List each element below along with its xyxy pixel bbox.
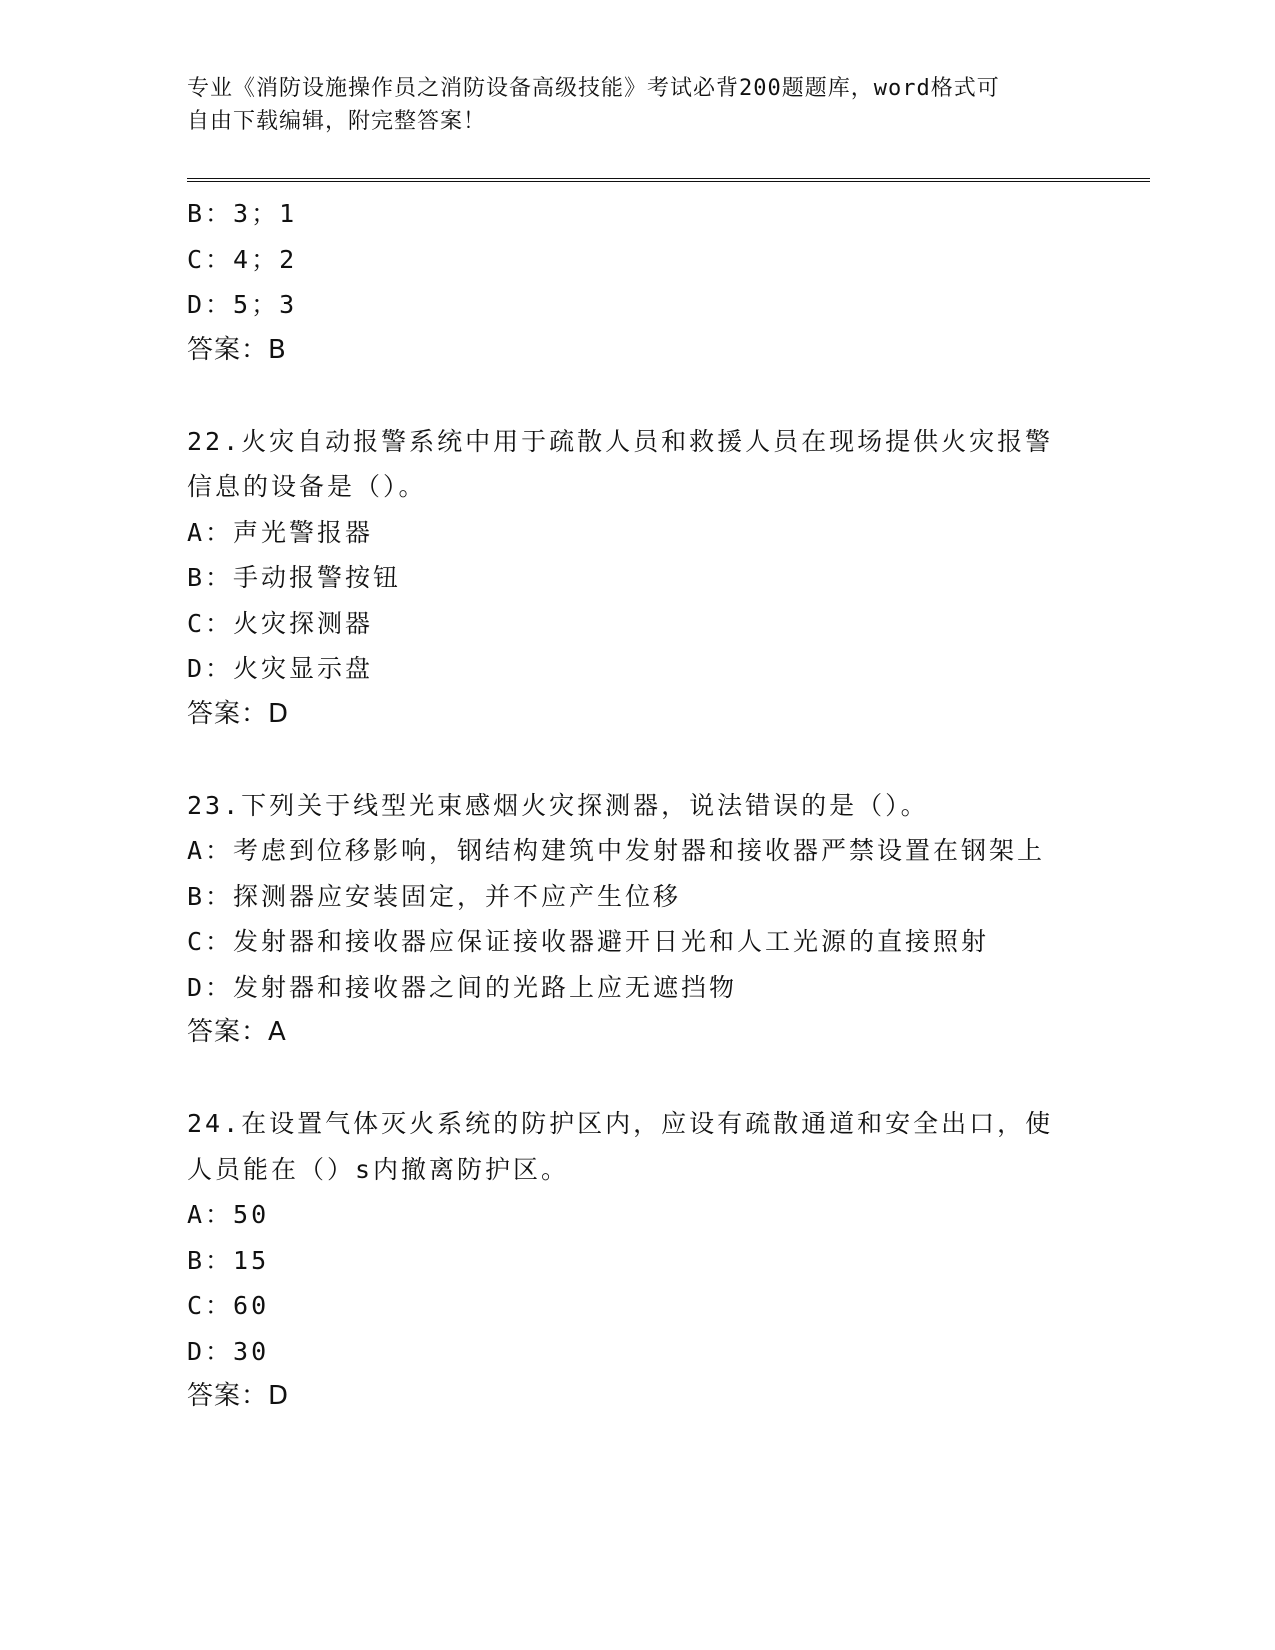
option-d: D：5；3: [187, 290, 298, 319]
option-c: C：60: [187, 1291, 270, 1320]
option-d: D：火灾显示盘: [187, 654, 374, 683]
option-a: A：声光警报器: [187, 517, 374, 547]
option-b: B：手动报警按钮: [187, 563, 402, 592]
spacer: [187, 737, 1067, 783]
option-d: D：30: [187, 1336, 270, 1366]
option-b: B：3；1: [187, 199, 298, 228]
answer-line: 答案：A: [187, 1017, 287, 1047]
option-c: C：4；2: [187, 244, 298, 274]
question-carryover: [187, 191, 1067, 373]
answer-line: 答案：D: [187, 1381, 290, 1411]
option-c: C：发射器和接收器应保证接收器避开日光和人工光源的直接照射: [187, 927, 990, 956]
question-stem-line-1: 24.在设置气体灭火系统的防护区内，应设有疏散通道和安全出口，使: [187, 1109, 1054, 1138]
question-stem-line-2: 人员能在（）s内撤离防护区。: [187, 1154, 570, 1184]
spacer: [187, 373, 1067, 419]
question-22: [187, 419, 1067, 738]
option-b: B：探测器应安装固定，并不应产生位移: [187, 881, 682, 911]
option-d: D：发射器和接收器之间的光路上应无遮挡物: [187, 972, 738, 1002]
option-c: C：火灾探测器: [187, 608, 374, 638]
spacer: [187, 1056, 1067, 1102]
header-divider: [187, 178, 1150, 182]
question-24: [187, 1101, 1067, 1420]
answer-line: 答案：D: [187, 698, 290, 729]
option-b: B：15: [187, 1245, 270, 1275]
answer-line: 答案：B: [187, 334, 287, 365]
option-a: A：考虑到位移影响，钢结构建筑中发射器和接收器严禁设置在钢架上: [187, 836, 1046, 865]
header-title-line-1: 专业《消防设施操作员之消防设备高级技能》考试必背200题题库，word格式可: [187, 76, 1000, 101]
question-stem-line-1: 23.下列关于线型光束感烟火灾探测器，说法错误的是（）。: [187, 790, 929, 820]
question-23: [187, 783, 1067, 1056]
question-list: [187, 191, 1067, 1420]
document-header: [187, 72, 1067, 138]
question-stem-line-1: 22.火灾自动报警系统中用于疏散人员和救援人员在现场提供火灾报警: [187, 426, 1054, 456]
option-a: A：50: [187, 1200, 270, 1229]
question-stem-line-2: 信息的设备是（）。: [187, 472, 427, 501]
header-title-line-2: 自由下载编辑，附完整答案！: [187, 109, 487, 134]
